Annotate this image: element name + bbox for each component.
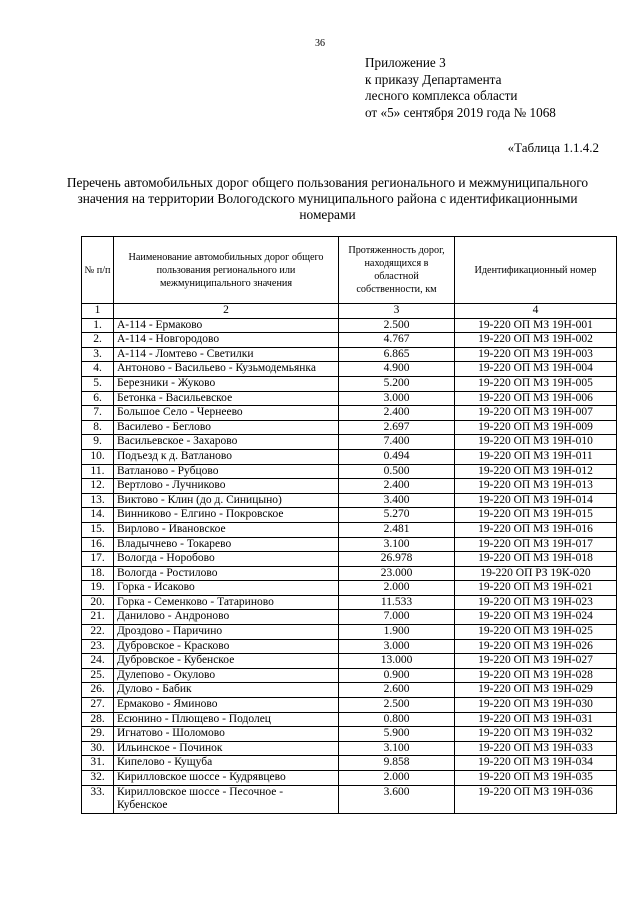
road-length-cell: 2.500 <box>339 698 455 713</box>
road-id-cell: 19-220 ОП МЗ 19Н-026 <box>455 639 617 654</box>
road-id-cell: 19-220 ОП МЗ 19Н-017 <box>455 537 617 552</box>
table-row <box>82 493 617 508</box>
road-length-cell: 0.494 <box>339 449 455 464</box>
road-name-cell: Кипелово - Кущуба <box>114 756 339 771</box>
row-number-cell: 19. <box>82 581 114 596</box>
row-number-cell: 28. <box>82 712 114 727</box>
road-name-cell: Подъезд к д. Ватланово <box>114 449 339 464</box>
road-id-cell: 19-220 ОП МЗ 19Н-015 <box>455 508 617 523</box>
row-number-cell: 5. <box>82 376 114 391</box>
road-length-cell: 3.400 <box>339 493 455 508</box>
road-length-cell: 9.858 <box>339 756 455 771</box>
table-row <box>82 712 617 727</box>
table-row <box>82 785 617 813</box>
document-title: Перечень автомобильных дорог общего пользования регионального и межмуниципального значения на территории Вологодского муниципального района с идентификационными номерами <box>66 175 589 223</box>
table-row <box>82 595 617 610</box>
row-number-cell: 25. <box>82 668 114 683</box>
row-number-cell: 27. <box>82 698 114 713</box>
road-name-cell: А-114 - Новгородово <box>114 333 339 348</box>
road-name-cell: Ватланово - Рубцово <box>114 464 339 479</box>
table-row <box>82 683 617 698</box>
row-number-cell: 11. <box>82 464 114 479</box>
road-name-cell: Ермаково - Яминово <box>114 698 339 713</box>
road-id-cell: 19-220 ОП МЗ 19Н-034 <box>455 756 617 771</box>
road-length-cell: 6.865 <box>339 347 455 362</box>
index-cell: 2 <box>114 304 339 319</box>
road-name-cell: Вологда - Норобово <box>114 552 339 567</box>
road-id-cell: 19-220 ОП РЗ 19К-020 <box>455 566 617 581</box>
row-number-cell: 13. <box>82 493 114 508</box>
road-name-cell: Дулово - Бабик <box>114 683 339 698</box>
road-length-cell: 5.270 <box>339 508 455 523</box>
row-number-cell: 2. <box>82 333 114 348</box>
table-row <box>82 566 617 581</box>
road-id-cell: 19-220 ОП МЗ 19Н-013 <box>455 479 617 494</box>
road-name-cell: Кирилловское шоссе - Кудрявцево <box>114 771 339 786</box>
road-name-cell: Антоново - Васильево - Кузьмодемьянка <box>114 362 339 377</box>
road-name-cell: Василево - Беглово <box>114 420 339 435</box>
roads-table <box>81 236 617 814</box>
road-id-cell: 19-220 ОП МЗ 19Н-031 <box>455 712 617 727</box>
table-row <box>82 508 617 523</box>
table-row <box>82 756 617 771</box>
appendix-line: от «5» сентября 2019 года № 1068 <box>365 104 556 120</box>
road-id-cell: 19-220 ОП МЗ 19Н-032 <box>455 727 617 742</box>
row-number-cell: 20. <box>82 595 114 610</box>
row-number-cell: 31. <box>82 756 114 771</box>
table-row <box>82 479 617 494</box>
column-header-id: Идентификационный номер <box>455 237 617 304</box>
row-number-cell: 9. <box>82 435 114 450</box>
table-row <box>82 727 617 742</box>
appendix-line: лесного комплекса области <box>365 88 518 103</box>
index-cell: 4 <box>455 304 617 319</box>
row-number-cell: 30. <box>82 741 114 756</box>
road-length-cell: 3.100 <box>339 537 455 552</box>
table-row <box>82 522 617 537</box>
road-name-cell: Вирлово - Ивановское <box>114 522 339 537</box>
road-name-cell: А-114 - Ломтево - Светилки <box>114 347 339 362</box>
row-number-cell: 1. <box>82 318 114 333</box>
column-header-name: Наименование автомобильных дорог общего пользования регионального или межмуниципального значения <box>114 237 339 304</box>
road-id-cell: 19-220 ОП МЗ 19Н-018 <box>455 552 617 567</box>
road-id-cell: 19-220 ОП МЗ 19Н-004 <box>455 362 617 377</box>
road-name-cell: Данилово - Андроново <box>114 610 339 625</box>
row-number-cell: 18. <box>82 566 114 581</box>
row-number-cell: 3. <box>82 347 114 362</box>
road-name-cell: Вологда - Ростилово <box>114 566 339 581</box>
road-name-cell: Вертлово - Лучниково <box>114 479 339 494</box>
road-id-cell: 19-220 ОП МЗ 19Н-024 <box>455 610 617 625</box>
road-length-cell: 26.978 <box>339 552 455 567</box>
row-number-cell: 32. <box>82 771 114 786</box>
row-number-cell: 7. <box>82 406 114 421</box>
appendix-line: Приложение 3 <box>365 55 446 70</box>
table-row <box>82 581 617 596</box>
road-id-cell: 19-220 ОП МЗ 19Н-002 <box>455 333 617 348</box>
road-length-cell: 13.000 <box>339 654 455 669</box>
table-row <box>82 318 617 333</box>
road-length-cell: 0.500 <box>339 464 455 479</box>
road-name-cell: Есюнино - Плющево - Подолец <box>114 712 339 727</box>
column-header-number: № п/п <box>82 237 114 304</box>
table-row <box>82 376 617 391</box>
table-row <box>82 435 617 450</box>
road-length-cell: 7.400 <box>339 435 455 450</box>
row-number-cell: 12. <box>82 479 114 494</box>
page-number: 36 <box>315 38 325 49</box>
road-name-cell: Игнатово - Шоломово <box>114 727 339 742</box>
road-length-cell: 3.000 <box>339 391 455 406</box>
road-name-cell: Дроздово - Паричино <box>114 625 339 640</box>
road-id-cell: 19-220 ОП МЗ 19Н-007 <box>455 406 617 421</box>
road-length-cell: 2.481 <box>339 522 455 537</box>
row-number-cell: 22. <box>82 625 114 640</box>
table-row <box>82 668 617 683</box>
row-number-cell: 16. <box>82 537 114 552</box>
road-length-cell: 5.900 <box>339 727 455 742</box>
road-name-cell: Винниково - Елгино - Покровское <box>114 508 339 523</box>
row-number-cell: 4. <box>82 362 114 377</box>
road-length-cell: 2.600 <box>339 683 455 698</box>
road-name-cell: Березники - Жуково <box>114 376 339 391</box>
row-number-cell: 15. <box>82 522 114 537</box>
row-number-cell: 14. <box>82 508 114 523</box>
road-id-cell: 19-220 ОП МЗ 19Н-021 <box>455 581 617 596</box>
road-id-cell: 19-220 ОП МЗ 19Н-005 <box>455 376 617 391</box>
row-number-cell: 29. <box>82 727 114 742</box>
row-number-cell: 23. <box>82 639 114 654</box>
road-length-cell: 23.000 <box>339 566 455 581</box>
road-length-cell: 1.900 <box>339 625 455 640</box>
table-row <box>82 741 617 756</box>
row-number-cell: 24. <box>82 654 114 669</box>
road-length-cell: 0.800 <box>339 712 455 727</box>
table-row <box>82 420 617 435</box>
road-name-cell: Виктово - Клин (до д. Синицыно) <box>114 493 339 508</box>
road-name-cell: Дубровское - Кубенское <box>114 654 339 669</box>
road-id-cell: 19-220 ОП МЗ 19Н-012 <box>455 464 617 479</box>
table-row <box>82 639 617 654</box>
table-row <box>82 552 617 567</box>
road-name-cell: Горка - Семенково - Татариново <box>114 595 339 610</box>
road-id-cell: 19-220 ОП МЗ 19Н-006 <box>455 391 617 406</box>
road-length-cell: 7.000 <box>339 610 455 625</box>
road-length-cell: 2.400 <box>339 406 455 421</box>
table-header-row <box>82 237 617 304</box>
road-length-cell: 3.000 <box>339 639 455 654</box>
road-id-cell: 19-220 ОП МЗ 19Н-029 <box>455 683 617 698</box>
road-name-cell: Бетонка - Васильевское <box>114 391 339 406</box>
row-number-cell: 17. <box>82 552 114 567</box>
road-length-cell: 3.600 <box>339 785 455 813</box>
road-id-cell: 19-220 ОП МЗ 19Н-023 <box>455 595 617 610</box>
road-id-cell: 19-220 ОП МЗ 19Н-014 <box>455 493 617 508</box>
road-id-cell: 19-220 ОП МЗ 19Н-010 <box>455 435 617 450</box>
road-name-cell: Большое Село - Чернеево <box>114 406 339 421</box>
road-length-cell: 2.697 <box>339 420 455 435</box>
table-row <box>82 362 617 377</box>
road-length-cell: 4.900 <box>339 362 455 377</box>
table-row <box>82 537 617 552</box>
index-cell: 1 <box>82 304 114 319</box>
row-number-cell: 10. <box>82 449 114 464</box>
road-id-cell: 19-220 ОП МЗ 19Н-036 <box>455 785 617 813</box>
table-row <box>82 464 617 479</box>
road-id-cell: 19-220 ОП МЗ 19Н-001 <box>455 318 617 333</box>
road-length-cell: 0.900 <box>339 668 455 683</box>
table-row <box>82 391 617 406</box>
road-id-cell: 19-220 ОП МЗ 19Н-011 <box>455 449 617 464</box>
road-name-cell: Горка - Исаково <box>114 581 339 596</box>
index-row <box>82 304 617 319</box>
road-length-cell: 2.500 <box>339 318 455 333</box>
table-row <box>82 610 617 625</box>
road-length-cell: 3.100 <box>339 741 455 756</box>
road-length-cell: 2.400 <box>339 479 455 494</box>
road-id-cell: 19-220 ОП МЗ 19Н-009 <box>455 420 617 435</box>
road-id-cell: 19-220 ОП МЗ 19Н-028 <box>455 668 617 683</box>
table-row <box>82 654 617 669</box>
road-length-cell: 2.000 <box>339 771 455 786</box>
index-cell: 3 <box>339 304 455 319</box>
road-id-cell: 19-220 ОП МЗ 19Н-033 <box>455 741 617 756</box>
table-row <box>82 449 617 464</box>
road-name-cell: Васильевское - Захарово <box>114 435 339 450</box>
row-number-cell: 26. <box>82 683 114 698</box>
row-number-cell: 33. <box>82 785 114 813</box>
table-row <box>82 625 617 640</box>
road-id-cell: 19-220 ОП МЗ 19Н-030 <box>455 698 617 713</box>
road-id-cell: 19-220 ОП МЗ 19Н-003 <box>455 347 617 362</box>
road-name-cell: Дубровское - Красково <box>114 639 339 654</box>
road-name-cell: Владычнево - Токарево <box>114 537 339 552</box>
column-header-length: Протяженность дорог, находящихся в областной собственности, км <box>339 237 455 304</box>
road-name-cell: Кирилловское шоссе - Песочное - Кубенское <box>114 785 339 813</box>
road-id-cell: 19-220 ОП МЗ 19Н-016 <box>455 522 617 537</box>
road-id-cell: 19-220 ОП МЗ 19Н-035 <box>455 771 617 786</box>
road-name-cell: Дулепово - Окулово <box>114 668 339 683</box>
road-id-cell: 19-220 ОП МЗ 19Н-025 <box>455 625 617 640</box>
table-row <box>82 406 617 421</box>
road-name-cell: Ильинское - Починок <box>114 741 339 756</box>
road-length-cell: 5.200 <box>339 376 455 391</box>
table-row <box>82 333 617 348</box>
row-number-cell: 6. <box>82 391 114 406</box>
table-reference: «Таблица 1.1.4.2 <box>507 140 599 155</box>
table-row <box>82 698 617 713</box>
row-number-cell: 8. <box>82 420 114 435</box>
road-length-cell: 11.533 <box>339 595 455 610</box>
appendix-block <box>365 55 556 121</box>
appendix-line: к приказу Департамента <box>365 71 502 87</box>
row-number-cell: 21. <box>82 610 114 625</box>
road-id-cell: 19-220 ОП МЗ 19Н-027 <box>455 654 617 669</box>
road-name-cell: А-114 - Ермаково <box>114 318 339 333</box>
table-row <box>82 347 617 362</box>
table-row <box>82 771 617 786</box>
road-length-cell: 2.000 <box>339 581 455 596</box>
road-length-cell: 4.767 <box>339 333 455 348</box>
